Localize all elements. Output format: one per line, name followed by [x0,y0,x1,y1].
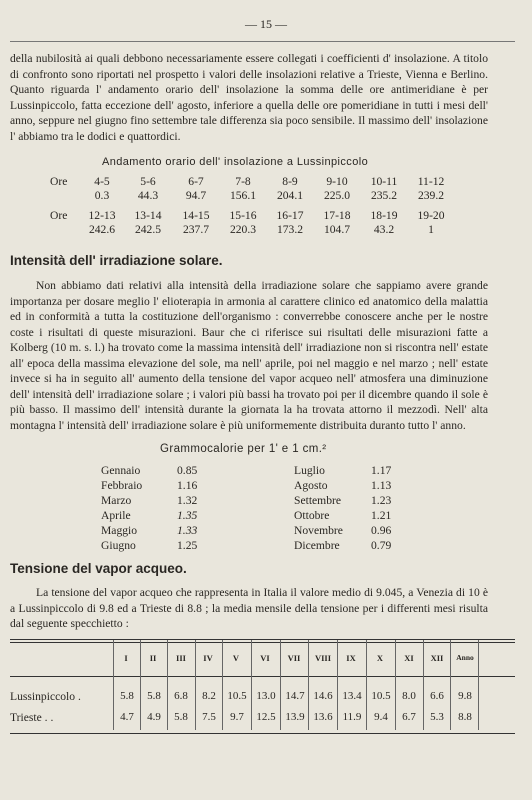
value-cell: 204.1 [276,189,304,202]
value-cell: 1 [428,223,434,236]
value-cell: 94.7 [185,189,207,202]
month-label: Dicembre [294,539,340,552]
table-top-rule-2 [10,642,515,643]
value-cell: 242.6 [88,223,116,236]
column-header: IV [203,653,213,663]
value-cell: 0.3 [94,189,110,202]
table-cell: 14.6 [313,690,333,702]
table-cell: 4.7 [120,711,134,723]
value-cell: 104.7 [323,223,351,236]
value-cell: 156.1 [229,189,257,202]
column-header: Anno [456,653,474,662]
row-name: Trieste . . [10,711,54,724]
month-label: Febbraio [101,479,143,492]
irradiation-paragraph: Non abbiamo dati relativi alla intensità della irradiazione solare che sappiamo avere grande importanza per dosare meglio l' elioterapia in armonia al carattere clinico ed anatomico della malattia ed in conformità a tutta la costituzione dell'organismo : converrebbe conoscere anche per le nostre coste i risultati di queste misurazioni. Baur che ci riferisce sui risultati delle misurazioni fatte a Kolberg (10 m. s. l.) ha trovato come la massima intensità dell' irradiazione non si riscontra nell' estate all' epoca della massima elevazione del sole, ma nell' aprile, poi nel maggio e nel marzo ; nell' estate invece si ha in seguito all' aumento della tensione del vapor acqueo nell' atmosfera una diminuzione dell' intensità dell' irradiazione solare ; i valori più bassi ha trovato poi per il dicembre quando il sole è più basso. Il massimo dell' intensità durante la giornata la ha trovata attorno il mezzodì. Nell' alta montagna l' intensità dell' irradiazione solare è più uniformemente distribuita duranto tutto l' anno. [10,279,488,432]
hourly-hours-row-1 [0,175,532,190]
row-name: Lussinpiccolo . [10,690,81,703]
column-header: XI [404,653,414,663]
table-cell: 5.8 [147,690,161,702]
table-bottom-rule [10,733,515,734]
month-label: Maggio [101,524,138,537]
table-cell: 6.8 [174,690,188,702]
table-cell: 13.0 [256,690,276,702]
table-cell: 5.8 [120,690,134,702]
hour-cell: 7-8 [235,175,251,188]
value-cell: 220.3 [229,223,257,236]
month-value: 1.13 [371,479,392,492]
month-value: 1.32 [177,494,198,507]
month-value: 0.96 [371,524,392,537]
hour-cell: 11-12 [417,175,445,188]
month-value: 1.16 [177,479,198,492]
column-header: II [149,653,157,663]
table-cell: 10.5 [227,690,247,702]
value-cell: 44.3 [137,189,159,202]
value-cell: 225.0 [323,189,351,202]
table-cell: 14.7 [285,690,305,702]
month-label: Giugno [101,539,136,552]
hour-cell: 19-20 [417,209,445,222]
month-label: Luglio [294,464,325,477]
table-cell: 9.7 [230,711,244,723]
page-number: — 15 — [245,17,287,31]
column-header: I [124,653,128,663]
top-rule [10,41,515,42]
hour-cell: 14-15 [182,209,210,222]
table-cell: 5.3 [430,711,444,723]
row-label: Ore [50,209,68,222]
column-header: IX [346,653,356,663]
hour-cell: 17-18 [323,209,351,222]
hour-cell: 16-17 [276,209,304,222]
month-label: Aprile [101,509,131,522]
value-cell: 242.5 [134,223,162,236]
value-cell: 173.2 [276,223,304,236]
hour-cell: 8-9 [282,175,298,188]
hourly-hours-row-2 [0,209,532,224]
hour-cell: 12-13 [88,209,116,222]
column-header: V [232,653,240,663]
table-top-rule [10,639,515,640]
hour-cell: 6-7 [188,175,204,188]
hour-cell: 18-19 [370,209,398,222]
table-cell: 4.9 [147,711,161,723]
table-cell: 6.7 [402,711,416,723]
table-row [0,690,532,705]
month-value: 1.23 [371,494,392,507]
table-row [0,711,532,726]
table-cell: 13.4 [342,690,362,702]
month-label: Marzo [101,494,132,507]
table-cell: 8.0 [402,690,416,702]
month-value: 1.25 [177,539,198,552]
vapor-paragraph: La tensione del vapor acqueo che rappresenta in Italia il valore medio di 9.045, a Venezia di 10 è a Lussinpiccolo di 9.8 ed a Trieste di 8.8 ; la media mensile della tensione per i differenti mesi risulta dal seguente specchietto : [10,586,488,630]
table-cell: 9.8 [458,690,472,702]
month-value: 0.85 [177,464,198,477]
column-header: XII [430,653,444,663]
column-header: VI [260,653,270,663]
value-cell: 235.2 [370,189,398,202]
section-heading-irradiation: Intensità dell' irradiazione solare. [10,253,223,268]
gram-table-title: Grammocalorie per 1' e 1 cm.² [160,443,327,455]
month-label: Agosto [294,479,328,492]
hour-cell: 9-10 [326,175,348,188]
row-label: Ore [50,175,68,188]
month-value: 1.35 [177,509,198,522]
table-cell: 8.8 [458,711,472,723]
table-cell: 9.4 [374,711,388,723]
hour-cell: 4-5 [94,175,110,188]
value-cell: 237.7 [182,223,210,236]
month-value: 1.17 [371,464,392,477]
month-value: 0.79 [371,539,392,552]
table-cell: 6.6 [430,690,444,702]
column-header: VIII [314,653,332,663]
value-cell: 239.2 [417,189,445,202]
month-label: Ottobre [294,509,330,522]
table-cell: 8.2 [202,690,216,702]
table-cell: 7.5 [202,711,216,723]
month-label: Settembre [294,494,342,507]
hour-cell: 13-14 [134,209,162,222]
column-header: VII [287,653,301,663]
column-header: III [176,653,186,663]
table-cell: 12.5 [256,711,276,723]
table-cell: 5.8 [174,711,188,723]
table-cell: 13.6 [313,711,333,723]
hourly-values-row-1 [0,189,532,204]
table-header-rule [10,676,515,677]
month-value: 1.33 [177,524,198,537]
month-value: 1.21 [371,509,392,522]
hourly-values-row-2 [0,223,532,238]
hour-cell: 10-11 [370,175,398,188]
intro-paragraph: della nubilosità ai quali debbono necessariamente essere collegati i coefficienti d' insolazione. A titolo di confronto sono riportati nel prospetto i valori delle insolazioni relative a Trieste, Vienna e Berlino. Quanto riguarda l' andamento orario dell' insolazione la somma delle ore antimeridiane è per Lussinpiccolo, fatta eccezione dell' agosto, inferiore a quella delle ore pomeridiane in tutti i mesi dell' anno, seppure nel giugno fino settembre tale differenza sia poco sensibile. Il massimo dell' insolazione l' abbiamo tra le dodici e quattordici. [10,52,488,143]
table-cell: 11.9 [342,711,362,723]
table-cell: 10.5 [371,690,391,702]
hour-cell: 5-6 [140,175,156,188]
month-label: Novembre [294,524,343,537]
hourly-table-title: Andamento orario dell' insolazione a Lussinpiccolo [102,156,369,168]
table-cell: 13.9 [285,711,305,723]
column-header: X [376,653,384,663]
hour-cell: 15-16 [229,209,257,222]
month-label: Gennaio [101,464,141,477]
section-heading-vapor: Tensione del vapor acqueo. [10,561,187,576]
value-cell: 43.2 [373,223,395,236]
